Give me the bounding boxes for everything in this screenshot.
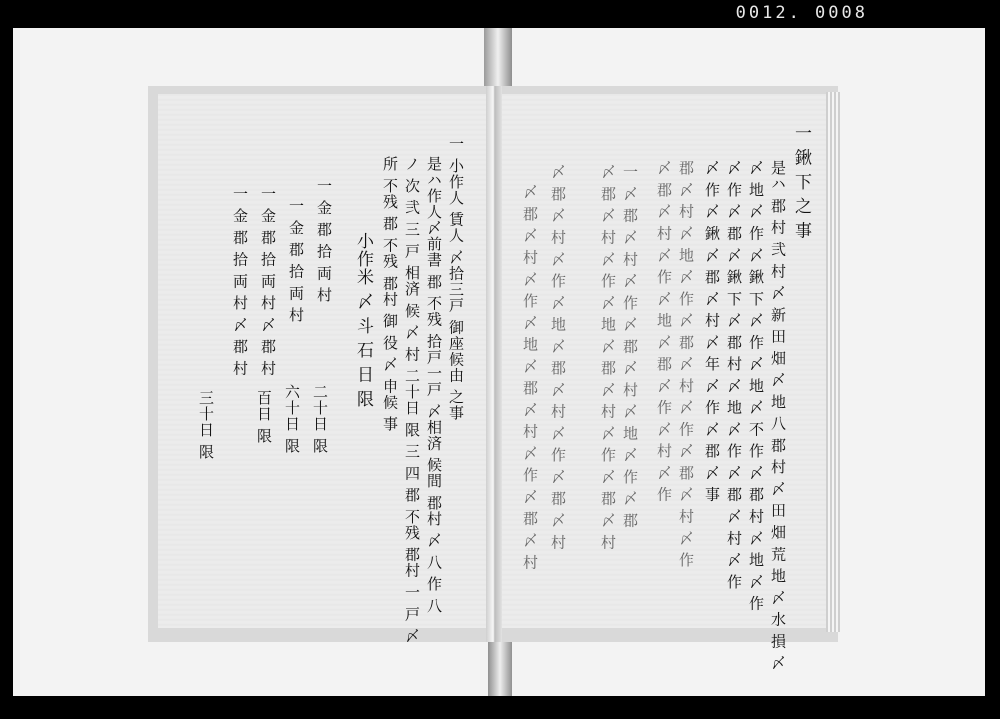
book-gutter bbox=[486, 86, 502, 642]
text-column: 一 鍬 下 之 事 bbox=[791, 124, 811, 240]
text-column: 〆 郡 〆 村 〆 作 〆 地 〆 郡 〆 作 〆 村 〆 作 bbox=[655, 160, 673, 503]
text-column: 二十日 限 bbox=[311, 384, 329, 454]
right-page bbox=[502, 94, 828, 671]
text-column: 所 不残 郡 不残 郡村 御 役 〆 申候 事 bbox=[381, 156, 399, 432]
text-column: 六十日 限 bbox=[283, 384, 301, 454]
text-column: 百日 限 bbox=[255, 390, 273, 444]
text-column: 一 金 郡 拾 両 村 bbox=[287, 198, 305, 323]
text-column: 〆 地 〆 作 〆 鍬 下 〆 作 〆 地 〆 不 作 〆 郡 村 〆 地 〆 作 bbox=[747, 160, 765, 612]
text-column: 〆 郡 〆 村 〆 作 〆 地 〆 郡 〆 村 〆 作 〆 郡 〆 村 bbox=[549, 164, 567, 551]
frame-id: 0012. 0008 bbox=[735, 3, 868, 23]
text-column: 郡 〆 村 〆 地 〆 作 〆 郡 〆 村 〆 作 〆 郡 〆 村 〆 作 bbox=[677, 160, 695, 568]
text-column: 三十日 限 bbox=[197, 390, 215, 460]
text-column: 〆 郡 〆 村 〆 作 〆 地 〆 郡 〆 村 〆 作 〆 郡 〆 村 bbox=[521, 184, 539, 571]
text-column: 〆 郡 〆 村 〆 作 〆 地 〆 郡 〆 村 〆 作 〆 郡 〆 村 bbox=[599, 164, 617, 551]
page-edges bbox=[826, 92, 840, 632]
text-column: 一 〆 郡 〆 村 〆 作 〆 郡 〆 村 〆 地 〆 作 〆 郡 bbox=[621, 164, 639, 529]
text-column: 一 金 郡 拾 両 村 〆 郡 村 bbox=[231, 186, 249, 377]
open-book bbox=[148, 86, 838, 671]
text-column: 一 金 郡 拾 両 村 bbox=[315, 178, 333, 303]
binding-strip-top bbox=[484, 28, 512, 88]
text-column: 一 小作人 賃人 〆拾三戸 御座候由 之事 bbox=[447, 136, 465, 421]
binding-strip-bottom bbox=[488, 636, 512, 696]
text-column: 〆 作 〆 郡 〆 鍬 下 〆 郡 村 〆 地 〆 作 〆 郡 〆 村 〆 作 bbox=[725, 160, 743, 590]
text-column: 是ハ作人〆前書 郡 不残 拾戸一戸 〆相済 候間 郡村 〆 八 作 八 bbox=[425, 156, 443, 614]
text-column: 〆 作 〆 鍬 〆 郡 〆 村 〆 年 〆 作 〆 郡 〆 事 bbox=[703, 160, 721, 503]
text-column: ノ 次 弐 三 戸 相済 候 〆 村 二十日 限 三 四 郡 不残 郡村 一 戸 〆 bbox=[403, 156, 421, 644]
text-column: 是ハ 郡 村 弐 村 〆 新 田 畑 〆 地 八 郡 村 〆 田 畑 荒 地 〆 水 損 〆 bbox=[769, 160, 787, 671]
text-column: 一 金 郡 拾 両 村 〆 郡 村 bbox=[259, 186, 277, 377]
left-page bbox=[158, 94, 488, 644]
text-column: 小作米 〆 斗 石 日 限 bbox=[353, 232, 373, 409]
